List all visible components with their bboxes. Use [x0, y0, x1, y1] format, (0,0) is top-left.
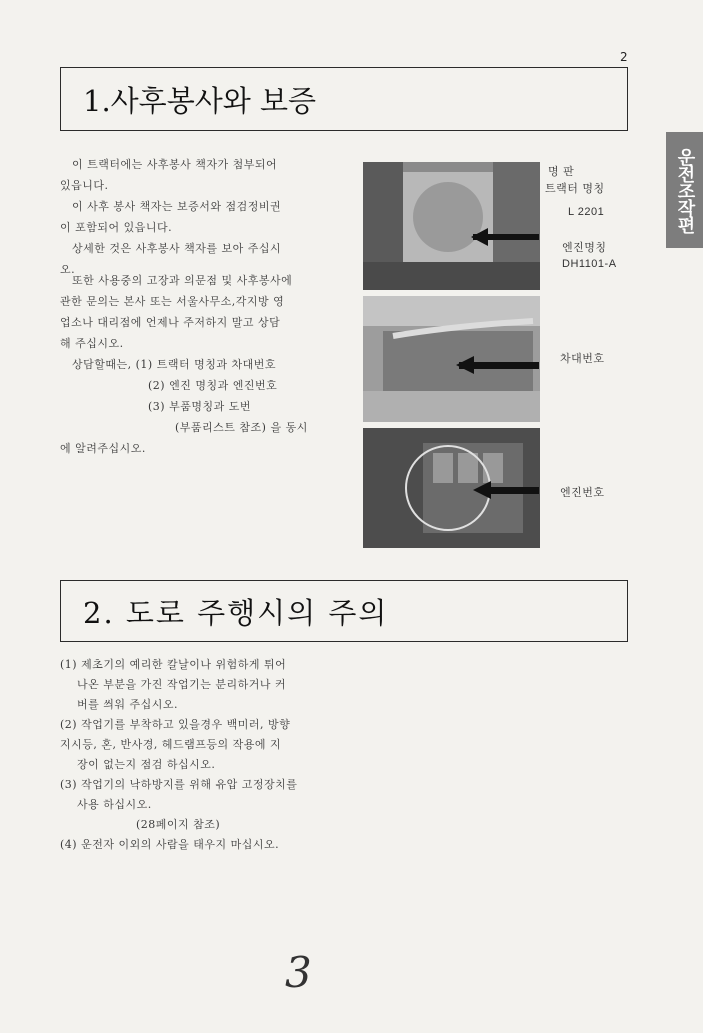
tractor-model: L 2201: [568, 206, 605, 218]
text-line: (3) 작업기의 낙하방지를 위해 유압 고정장치를: [60, 778, 298, 791]
section-2-title: 2. 도로 주행시의 주의: [60, 580, 628, 642]
text-line: 업소나 대리점에 언제나 주저하지 말고 상담: [60, 316, 281, 329]
text-line: (2) 엔진 명칭과 엔진번호: [148, 379, 278, 392]
text-line: 나온 부분을 가진 작업기는 분리하거나 커: [77, 678, 287, 691]
text-line: 상세한 것은 사후봉사 책자를 보아 주십시: [72, 242, 282, 255]
tractor-name-label: 트랙터 명칭: [545, 182, 605, 195]
engine-name-label: 엔진명칭: [562, 241, 607, 254]
handwritten-page-number: 3: [285, 948, 312, 997]
text-line: 있읍니다.: [60, 179, 109, 192]
text-line: 이 포함되어 있읍니다.: [60, 221, 173, 234]
text-line: 버를 씌워 주십시오.: [77, 698, 178, 711]
engine-number-label: 엔진번호: [560, 486, 605, 499]
text-line: 이 트랙터에는 사후봉사 책자가 첨부되어: [72, 158, 278, 171]
text-line: 장이 없는지 점검 하십시오.: [77, 758, 216, 771]
plate-label: 명 판: [548, 165, 575, 178]
text-line: 에 알려주십시오.: [60, 442, 146, 455]
text-line: 이 사후 봉사 책자는 보증서와 점검정비권: [72, 200, 282, 213]
text-line: 오.: [60, 263, 76, 276]
text-line: 관한 문의는 본사 또는 서울사무소,각지방 영: [60, 295, 285, 308]
section-1-title: 1.사후봉사와 보증: [60, 67, 628, 131]
text-line: (3) 부품명칭과 도번: [148, 400, 251, 413]
text-line: (2) 작업기를 부착하고 있을경우 백미러, 방향: [60, 718, 291, 731]
page-number: 2: [620, 50, 628, 64]
side-tab: 운전조작편: [666, 132, 703, 248]
engine-model: DH1101-A: [562, 258, 617, 270]
tractor-plate-photo: [363, 162, 540, 290]
engine-number-photo: [363, 428, 540, 548]
text-line: 해 주십시오.: [60, 337, 124, 350]
chassis-number-photo: [363, 296, 540, 422]
text-line: (1) 제초기의 예리한 칼날이나 위험하게 튀어: [60, 658, 287, 671]
text-line: (부품리스트 참조) 을 동시: [175, 421, 308, 434]
text-line: 상담할때는, (1) 트랙터 명칭과 차대번호: [72, 358, 276, 371]
chassis-number-label: 차대번호: [560, 352, 605, 365]
text-line: 또한 사용중의 고장과 의문점 및 사후봉사에: [72, 274, 293, 287]
text-line: 사용 하십시오.: [77, 798, 152, 811]
text-line: (28페이지 참조): [136, 818, 221, 831]
text-line: 지시등, 혼, 반사경, 헤드램프등의 작용에 지: [60, 738, 282, 751]
text-line: (4) 운전자 이외의 사람을 태우지 마십시오.: [60, 838, 280, 851]
